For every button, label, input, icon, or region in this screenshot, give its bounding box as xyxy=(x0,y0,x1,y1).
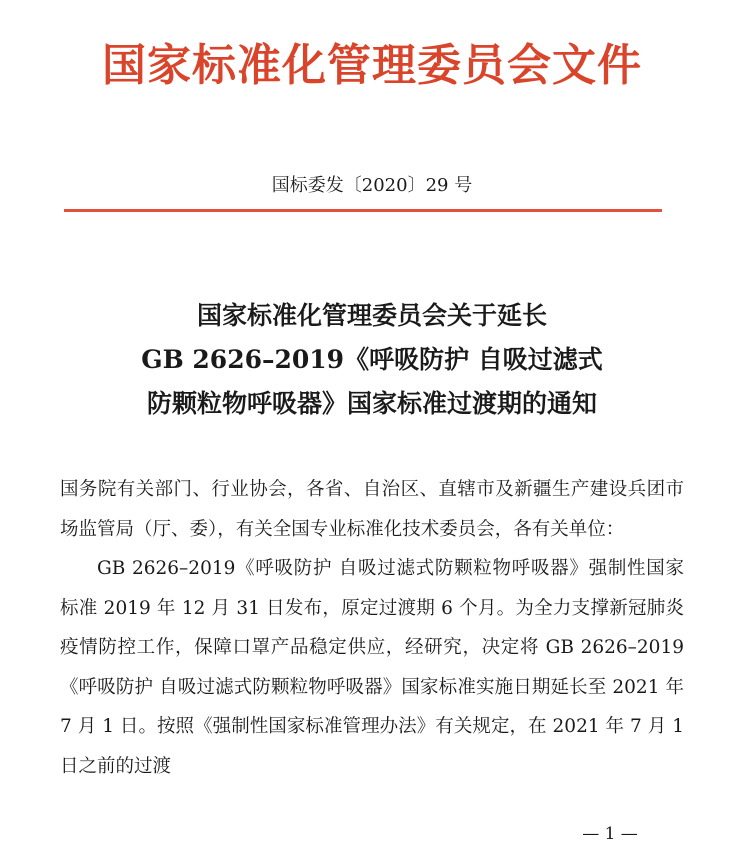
body-paragraph: GB 2626–2019《呼吸防护 自吸过滤式防颗粒物呼吸器》强制性国家标准 2019 年 12 月 31 日发布，原定过渡期 6 个月。为全力支撑新冠肺炎疫情防控工作，保障口罩产品稳定供应，经研究，决定将 GB 2626–2019《呼吸防护 自吸过滤式防颗粒物呼吸器》国家标准实施日期延长至 2021 年 7 月 1 日。按照《强制性国家标准管理办法》有关规定，在 2021 年 7 月 1 日之前的过渡 xyxy=(60,558,684,777)
document-number: 国标委发〔2020〕29 号 xyxy=(271,175,473,196)
red-divider xyxy=(64,209,662,212)
page-number: — 1 — xyxy=(582,824,638,844)
title-line-3: 防颗粒物呼吸器》国家标准过渡期的通知 xyxy=(146,389,597,418)
notice-body xyxy=(60,470,684,786)
addressee-paragraph: 国务院有关部门、行业协会，各省、自治区、直辖市及新疆生产建设兵团市场监管局（厅、委），有关全国专业标准化技术委员会，各有关单位： xyxy=(60,479,684,540)
notice-title xyxy=(40,294,704,426)
title-line-2: GB 2626–2019《呼吸防护 自吸过滤式 xyxy=(141,345,603,374)
title-line-1: 国家标准化管理委员会关于延长 xyxy=(196,301,547,330)
masthead-title: 国家标准化管理委员会文件 xyxy=(102,40,642,91)
